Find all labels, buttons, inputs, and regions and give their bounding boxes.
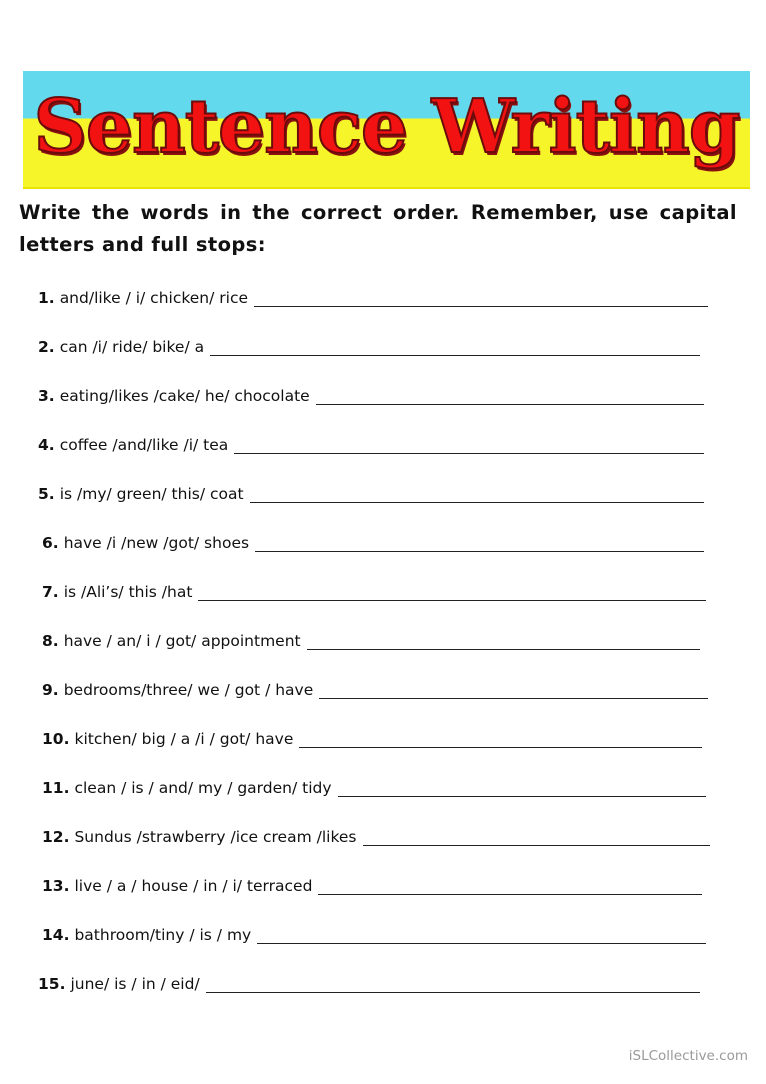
title-banner (23, 71, 750, 189)
exercise-number: 7. (42, 583, 59, 601)
exercise-number: 12. (42, 828, 70, 846)
scrambled-words: have /i /new /got/ shoes (63, 534, 250, 552)
scrambled-words: Sundus /strawberry /ice cream /likes (74, 828, 357, 846)
scrambled-words: can /i/ ride/ bike/ a (59, 338, 205, 356)
exercise-item-12 (42, 822, 710, 846)
answer-line[interactable] (206, 974, 700, 993)
exercise-item-11 (42, 773, 706, 797)
answer-line[interactable] (319, 680, 708, 699)
exercise-item-10 (42, 724, 702, 748)
scrambled-words: bathroom/tiny / is / my (74, 926, 252, 944)
exercise-item-15 (38, 969, 700, 993)
scrambled-words: have / an/ i / got/ appointment (63, 632, 301, 650)
exercise-number: 1. (38, 289, 55, 307)
answer-line[interactable] (316, 386, 704, 405)
exercise-number: 10. (42, 730, 70, 748)
exercise-item-14 (42, 920, 706, 944)
exercise-item-4 (38, 430, 704, 454)
exercise-item-5 (38, 479, 704, 503)
scrambled-words: clean / is / and/ my / garden/ tidy (74, 779, 332, 797)
exercise-number: 8. (42, 632, 59, 650)
scrambled-words: bedrooms/three/ we / got / have (63, 681, 314, 699)
scrambled-words: coffee /and/like /i/ tea (59, 436, 229, 454)
exercise-item-9 (42, 675, 708, 699)
exercise-number: 4. (38, 436, 55, 454)
exercise-item-3 (38, 381, 704, 405)
exercise-number: 11. (42, 779, 70, 797)
exercise-number: 3. (38, 387, 55, 405)
answer-line[interactable] (250, 484, 704, 503)
answer-line[interactable] (363, 827, 711, 846)
instructions-text: Write the words in the correct order. Remember, use capital letters and full stops: (19, 201, 737, 256)
exercise-number: 2. (38, 338, 55, 356)
exercise-number: 15. (38, 975, 66, 993)
exercise-item-2 (38, 332, 700, 356)
answer-line[interactable] (299, 729, 702, 748)
answer-line[interactable] (255, 533, 704, 552)
page-title: Sentence Writing (33, 84, 740, 170)
exercise-item-13 (42, 871, 702, 895)
exercise-number: 5. (38, 485, 55, 503)
exercise-item-6 (42, 528, 704, 552)
answer-line[interactable] (198, 582, 706, 601)
site-watermark: iSLCollective.com (628, 1048, 748, 1064)
scrambled-words: kitchen/ big / a /i / got/ have (74, 730, 294, 748)
answer-line[interactable] (307, 631, 700, 650)
answer-line[interactable] (257, 925, 706, 944)
scrambled-words: and/like / i/ chicken/ rice (59, 289, 249, 307)
answer-line[interactable] (210, 337, 700, 356)
scrambled-words: june/ is / in / eid/ (70, 975, 200, 993)
scrambled-words: is /Ali’s/ this /hat (63, 583, 193, 601)
exercise-item-1 (38, 283, 708, 307)
answer-line[interactable] (254, 288, 708, 307)
exercise-number: 13. (42, 877, 70, 895)
scrambled-words: live / a / house / in / i/ terraced (74, 877, 313, 895)
exercise-item-7 (42, 577, 706, 601)
answer-line[interactable] (234, 435, 704, 454)
scrambled-words: is /my/ green/ this/ coat (59, 485, 244, 503)
scrambled-words: eating/likes /cake/ he/ chocolate (59, 387, 310, 405)
exercise-number: 14. (42, 926, 70, 944)
exercise-item-8 (42, 626, 700, 650)
exercise-number: 9. (42, 681, 59, 699)
exercise-number: 6. (42, 534, 59, 552)
answer-line[interactable] (338, 778, 706, 797)
answer-line[interactable] (318, 876, 702, 895)
